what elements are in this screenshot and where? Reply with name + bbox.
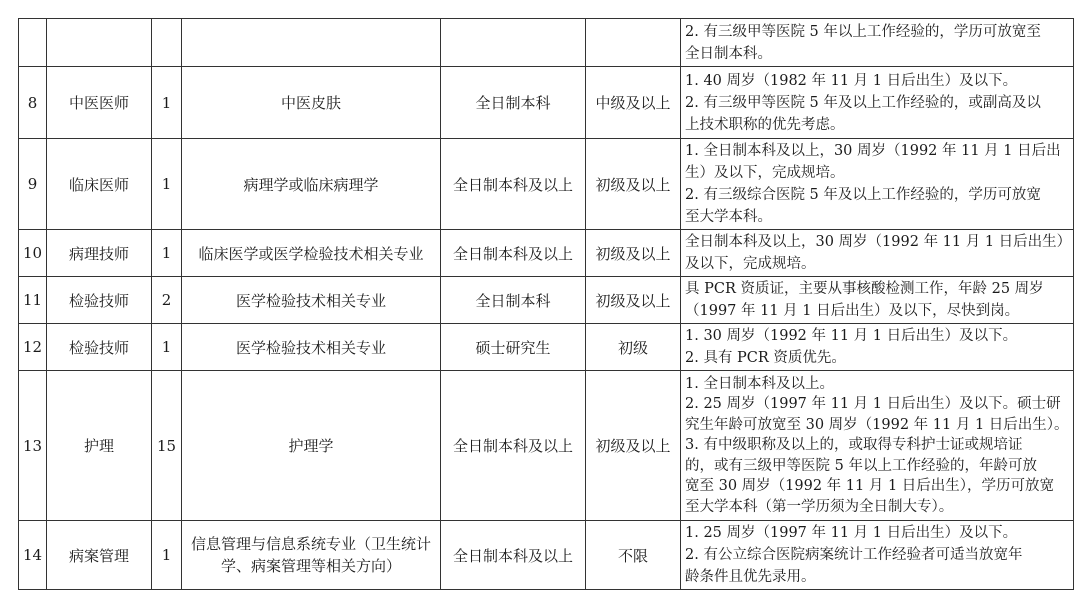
requirements-cell bbox=[681, 521, 1074, 590]
requirement-line: 至大学本科（第一学历须为全日制大专）。 bbox=[685, 498, 954, 515]
title-cell: 初级及以上 bbox=[586, 139, 681, 230]
position-cell: 临床医师 bbox=[47, 139, 152, 230]
requirement-line: 1. 30 周岁（1992 年 11 月 1 日后出生）及以下。 bbox=[685, 328, 1018, 344]
row-number: 14 bbox=[19, 521, 47, 590]
requirement-line: 至大学本科。 bbox=[685, 209, 772, 225]
major-cell: 病理学或临床病理学 bbox=[182, 139, 441, 230]
major-cell: 护理学 bbox=[182, 371, 441, 521]
title-cell bbox=[586, 19, 681, 67]
requirements-cell bbox=[681, 371, 1074, 521]
requirement-line: 3. 有中级职称及以上的，或取得专科护士证或规培证 bbox=[685, 437, 1023, 454]
row-number bbox=[19, 19, 47, 67]
requirement-line: 2. 25 周岁（1997 年 11 月 1 日后出生）及以下。硕士研 bbox=[685, 396, 1061, 413]
requirements-cell bbox=[681, 67, 1074, 139]
table-row bbox=[19, 230, 1074, 277]
title-cell: 初级及以上 bbox=[586, 371, 681, 521]
count-cell: 15 bbox=[152, 371, 182, 521]
row-number: 10 bbox=[19, 230, 47, 277]
row-number: 13 bbox=[19, 371, 47, 521]
major-cell: 临床医学或医学检验技术相关专业 bbox=[182, 230, 441, 277]
requirement-line: 2. 有公立综合医院病案统计工作经验者可适当放宽年 bbox=[685, 547, 1023, 563]
education-cell: 全日制本科及以上 bbox=[441, 521, 586, 590]
position-cell: 检验技师 bbox=[47, 324, 152, 371]
education-cell: 全日制本科及以上 bbox=[441, 230, 586, 277]
education-cell: 全日制本科及以上 bbox=[441, 139, 586, 230]
title-cell: 中级及以上 bbox=[586, 67, 681, 139]
requirement-line: 龄条件且优先录用。 bbox=[685, 569, 816, 585]
education-cell: 硕士研究生 bbox=[441, 324, 586, 371]
table-row bbox=[19, 521, 1074, 590]
requirement-line: 2. 有三级甲等医院 5 年以上工作经验的，学历可放宽至 bbox=[685, 23, 1041, 40]
major-cell: 医学检验技术相关专业 bbox=[182, 277, 441, 324]
requirement-line: 全日制本科。 bbox=[685, 45, 772, 62]
position-cell: 护理 bbox=[47, 371, 152, 521]
requirement-line: 2. 具有 PCR 资质优先。 bbox=[685, 350, 846, 366]
table-row bbox=[19, 324, 1074, 371]
table-row bbox=[19, 139, 1074, 230]
title-cell: 初级 bbox=[586, 324, 681, 371]
count-cell: 1 bbox=[152, 67, 182, 139]
table-row bbox=[19, 277, 1074, 324]
count-cell: 1 bbox=[152, 230, 182, 277]
requirement-line: 2. 有三级综合医院 5 年及以上工作经验的，学历可放宽 bbox=[685, 187, 1041, 203]
count-cell: 2 bbox=[152, 277, 182, 324]
requirement-line: 1. 25 周岁（1997 年 11 月 1 日后出生）及以下。 bbox=[685, 525, 1018, 541]
major-line: 学、病案管理等相关方向） bbox=[220, 557, 401, 575]
count-cell bbox=[152, 19, 182, 67]
education-cell bbox=[441, 19, 586, 67]
requirements-cell bbox=[681, 230, 1074, 277]
requirements-cell bbox=[681, 19, 1074, 67]
requirement-line: 2. 有三级甲等医院 5 年及以上工作经验的，或副高及以 bbox=[685, 94, 1041, 111]
requirement-line: （1997 年 11 月 1 日后出生）及以下，尽快到岗。 bbox=[685, 303, 1020, 319]
table-row bbox=[19, 371, 1074, 521]
table-row bbox=[19, 19, 1074, 67]
title-cell: 初级及以上 bbox=[586, 230, 681, 277]
position-cell: 病理技师 bbox=[47, 230, 152, 277]
major-cell bbox=[182, 19, 441, 67]
requirement-line: 1. 全日制本科及以上。 bbox=[685, 375, 834, 392]
title-cell: 不限 bbox=[586, 521, 681, 590]
requirement-line: 具 PCR 资质证，主要从事核酸检测工作，年龄 25 周岁 bbox=[685, 281, 1044, 297]
count-cell: 1 bbox=[152, 521, 182, 590]
requirement-line: 的，或有三级甲等医院 5 年以上工作经验的，年龄可放 bbox=[685, 457, 1037, 474]
requirement-line: 究生年龄可放宽至 30 周岁（1992 年 11 月 1 日后出生）。 bbox=[685, 416, 1069, 433]
title-cell: 初级及以上 bbox=[586, 277, 681, 324]
position-cell bbox=[47, 19, 152, 67]
major-cell: 中医皮肤 bbox=[182, 67, 441, 139]
major-cell: 医学检验技术相关专业 bbox=[182, 324, 441, 371]
requirement-line: 全日制本科及以上，30 周岁（1992 年 11 月 1 日后出生） bbox=[685, 234, 1072, 250]
row-number: 11 bbox=[19, 277, 47, 324]
position-cell: 中医医师 bbox=[47, 67, 152, 139]
education-cell: 全日制本科及以上 bbox=[441, 371, 586, 521]
requirement-line: 1. 40 周岁（1982 年 11 月 1 日后出生）及以下。 bbox=[685, 72, 1018, 89]
education-cell: 全日制本科 bbox=[441, 277, 586, 324]
row-number: 9 bbox=[19, 139, 47, 230]
row-number: 8 bbox=[19, 67, 47, 139]
requirements-cell bbox=[681, 324, 1074, 371]
requirement-line: 及以下，完成规培。 bbox=[685, 256, 816, 272]
major-line: 信息管理与信息系统专业（卫生统计 bbox=[190, 535, 431, 553]
requirements-cell bbox=[681, 139, 1074, 230]
table-row bbox=[19, 67, 1074, 139]
count-cell: 1 bbox=[152, 139, 182, 230]
requirements-cell bbox=[681, 277, 1074, 324]
row-number: 12 bbox=[19, 324, 47, 371]
major-cell bbox=[182, 521, 441, 590]
requirement-line: 生）及以下，完成规培。 bbox=[685, 165, 845, 181]
position-cell: 检验技师 bbox=[47, 277, 152, 324]
requirement-line: 1. 全日制本科及以上，30 周岁（1992 年 11 月 1 日后出 bbox=[685, 143, 1061, 159]
requirement-line: 上技术职称的优先考虑。 bbox=[685, 116, 845, 133]
count-cell: 1 bbox=[152, 324, 182, 371]
education-cell: 全日制本科 bbox=[441, 67, 586, 139]
requirement-line: 宽至 30 周岁（1992 年 11 月 1 日后出生），学历可放宽 bbox=[685, 478, 1055, 495]
recruitment-table bbox=[18, 18, 1074, 590]
position-cell: 病案管理 bbox=[47, 521, 152, 590]
